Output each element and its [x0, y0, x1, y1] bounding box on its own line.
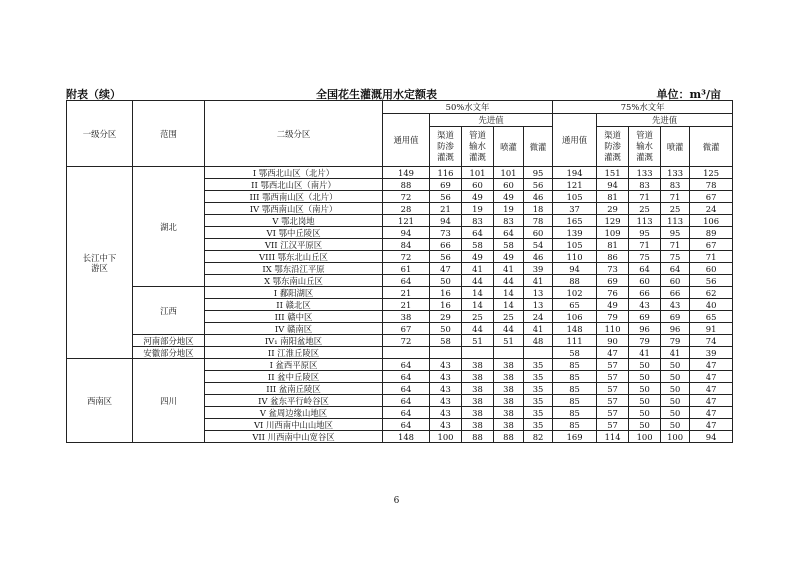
col-p75-pipe — [629, 127, 661, 167]
value-cell: 38 — [494, 395, 524, 407]
value-cell: 35 — [524, 395, 553, 407]
level2-zone-cell: VI 川西南中山山地区 — [205, 419, 383, 431]
value-cell: 41 — [661, 347, 690, 359]
value-cell: 66 — [661, 287, 690, 299]
value-cell: 47 — [597, 347, 629, 359]
value-cell: 50 — [661, 383, 690, 395]
value-cell: 69 — [597, 275, 629, 287]
value-cell: 95 — [629, 227, 661, 239]
value-cell: 67 — [690, 191, 733, 203]
value-cell: 35 — [524, 419, 553, 431]
value-cell: 16 — [430, 299, 462, 311]
col-p75-canal — [597, 127, 629, 167]
value-cell: 194 — [553, 167, 597, 179]
col-p50-advanced: 先进值 — [430, 114, 553, 127]
level2-zone-cell: I 鄂西北山区（北片） — [205, 167, 383, 179]
col-p50: 50%水文年 — [383, 101, 553, 114]
range-cell: 湖北 — [133, 167, 205, 287]
value-cell: 148 — [383, 431, 430, 443]
value-cell: 149 — [383, 167, 430, 179]
level2-zone-cell: IV 鄂西南山区（南片） — [205, 203, 383, 215]
value-cell: 14 — [462, 287, 494, 299]
col-p75-general: 通用值 — [553, 114, 597, 167]
value-cell: 43 — [430, 407, 462, 419]
level2-zone-cell: III 鄂西南山区（北片） — [205, 191, 383, 203]
level2-zone-cell: IX 鄂东沿江平原 — [205, 263, 383, 275]
value-cell: 35 — [524, 359, 553, 371]
value-cell: 51 — [494, 335, 524, 347]
value-cell: 60 — [690, 263, 733, 275]
value-cell: 105 — [553, 191, 597, 203]
value-cell: 38 — [494, 407, 524, 419]
value-cell: 43 — [661, 299, 690, 311]
value-cell: 111 — [553, 335, 597, 347]
value-cell: 50 — [661, 359, 690, 371]
value-cell: 71 — [661, 239, 690, 251]
value-cell: 67 — [690, 239, 733, 251]
value-cell: 60 — [629, 275, 661, 287]
value-cell: 64 — [462, 227, 494, 239]
value-cell: 14 — [494, 299, 524, 311]
value-cell: 83 — [494, 215, 524, 227]
value-cell: 43 — [430, 395, 462, 407]
value-cell: 43 — [430, 371, 462, 383]
range-cell: 四川 — [133, 359, 205, 443]
value-cell: 37 — [553, 203, 597, 215]
unit-label: 单位：m³/亩 — [656, 88, 721, 101]
value-cell: 56 — [430, 191, 462, 203]
value-cell: 43 — [430, 419, 462, 431]
level2-zone-cell: V 盆周边缘山地区 — [205, 407, 383, 419]
value-cell: 43 — [430, 359, 462, 371]
value-cell: 57 — [597, 395, 629, 407]
value-cell: 40 — [690, 299, 733, 311]
col-level1: 一级分区 — [67, 101, 133, 167]
value-cell: 49 — [597, 299, 629, 311]
value-cell: 78 — [690, 179, 733, 191]
value-cell: 76 — [597, 287, 629, 299]
value-cell: 38 — [462, 407, 494, 419]
value-cell: 24 — [690, 203, 733, 215]
value-cell: 148 — [553, 323, 597, 335]
value-cell: 65 — [553, 299, 597, 311]
value-cell: 38 — [462, 419, 494, 431]
table-row — [67, 347, 733, 359]
value-cell: 69 — [661, 311, 690, 323]
value-cell: 38 — [462, 395, 494, 407]
value-cell: 43 — [430, 383, 462, 395]
value-cell: 38 — [462, 359, 494, 371]
level2-zone-cell: III 盆南丘陵区 — [205, 383, 383, 395]
value-cell: 125 — [690, 167, 733, 179]
value-cell: 129 — [597, 215, 629, 227]
page-number: 6 — [393, 496, 400, 506]
value-cell: 41 — [629, 347, 661, 359]
col-p50-pipe-label: 管道 输水 灌溉 — [469, 130, 486, 162]
value-cell: 44 — [494, 323, 524, 335]
value-cell: 91 — [690, 323, 733, 335]
value-cell: 50 — [430, 323, 462, 335]
value-cell: 49 — [462, 191, 494, 203]
value-cell: 46 — [524, 191, 553, 203]
value-cell: 71 — [629, 239, 661, 251]
value-cell: 41 — [524, 323, 553, 335]
value-cell: 96 — [661, 323, 690, 335]
table-row — [67, 359, 733, 371]
value-cell: 25 — [629, 203, 661, 215]
level2-zone-cell: IV₁ 南阳盆地区 — [205, 335, 383, 347]
value-cell: 56 — [524, 179, 553, 191]
value-cell: 71 — [690, 251, 733, 263]
col-range: 范围 — [133, 101, 205, 167]
value-cell: 38 — [494, 383, 524, 395]
value-cell: 19 — [494, 203, 524, 215]
value-cell: 94 — [690, 431, 733, 443]
level2-zone-cell: VII 川西南中山宽谷区 — [205, 431, 383, 443]
value-cell: 89 — [690, 227, 733, 239]
value-cell: 29 — [430, 311, 462, 323]
value-cell: 57 — [597, 407, 629, 419]
value-cell: 95 — [661, 227, 690, 239]
value-cell: 121 — [383, 215, 430, 227]
value-cell: 54 — [524, 239, 553, 251]
value-cell: 133 — [661, 167, 690, 179]
value-cell: 44 — [462, 323, 494, 335]
value-cell: 105 — [553, 239, 597, 251]
value-cell: 41 — [524, 275, 553, 287]
value-cell: 88 — [553, 275, 597, 287]
value-cell: 114 — [597, 431, 629, 443]
col-p75-advanced: 先进值 — [597, 114, 733, 127]
value-cell: 94 — [553, 263, 597, 275]
water-quota-table — [66, 100, 733, 443]
value-cell: 39 — [690, 347, 733, 359]
value-cell: 75 — [661, 251, 690, 263]
value-cell: 85 — [553, 383, 597, 395]
level1-zone-cell: 长江中下 游区 — [67, 167, 133, 359]
table-row — [67, 335, 733, 347]
value-cell: 50 — [629, 419, 661, 431]
value-cell: 110 — [553, 251, 597, 263]
value-cell: 116 — [430, 167, 462, 179]
value-cell: 49 — [494, 251, 524, 263]
value-cell: 38 — [494, 371, 524, 383]
value-cell: 96 — [629, 323, 661, 335]
level2-zone-cell: V 鄂北岗地 — [205, 215, 383, 227]
value-cell: 95 — [524, 167, 553, 179]
value-cell: 13 — [524, 299, 553, 311]
value-cell: 50 — [661, 419, 690, 431]
value-cell: 85 — [553, 407, 597, 419]
value-cell: 50 — [661, 395, 690, 407]
value-cell: 44 — [462, 275, 494, 287]
value-cell: 41 — [494, 263, 524, 275]
value-cell: 21 — [383, 299, 430, 311]
value-cell: 47 — [690, 395, 733, 407]
value-cell: 88 — [462, 431, 494, 443]
value-cell: 75 — [629, 251, 661, 263]
value-cell — [524, 347, 553, 359]
value-cell: 49 — [494, 191, 524, 203]
value-cell: 61 — [383, 263, 430, 275]
value-cell: 62 — [690, 287, 733, 299]
value-cell: 64 — [383, 359, 430, 371]
value-cell: 72 — [383, 335, 430, 347]
value-cell: 50 — [430, 275, 462, 287]
value-cell: 14 — [462, 299, 494, 311]
value-cell: 139 — [553, 227, 597, 239]
value-cell: 64 — [383, 371, 430, 383]
value-cell: 60 — [524, 227, 553, 239]
value-cell: 29 — [597, 203, 629, 215]
col-p75-spray: 喷灌 — [661, 127, 690, 167]
table-header-line — [66, 86, 721, 100]
value-cell: 50 — [629, 371, 661, 383]
value-cell: 66 — [629, 287, 661, 299]
value-cell: 106 — [553, 311, 597, 323]
value-cell: 102 — [553, 287, 597, 299]
value-cell: 35 — [524, 407, 553, 419]
value-cell: 38 — [494, 359, 524, 371]
value-cell: 101 — [494, 167, 524, 179]
value-cell: 57 — [597, 419, 629, 431]
value-cell: 50 — [661, 407, 690, 419]
value-cell: 39 — [524, 263, 553, 275]
value-cell: 35 — [524, 383, 553, 395]
level2-zone-cell: X 鄂东南山丘区 — [205, 275, 383, 287]
value-cell: 133 — [629, 167, 661, 179]
value-cell: 100 — [430, 431, 462, 443]
value-cell: 57 — [597, 383, 629, 395]
value-cell: 18 — [524, 203, 553, 215]
value-cell: 50 — [629, 383, 661, 395]
level2-zone-cell: III 赣中区 — [205, 311, 383, 323]
level2-zone-cell: I 鄱阳湖区 — [205, 287, 383, 299]
level2-zone-cell: II 赣北区 — [205, 299, 383, 311]
table-row — [67, 167, 733, 179]
value-cell: 71 — [629, 191, 661, 203]
value-cell: 110 — [597, 323, 629, 335]
value-cell: 101 — [462, 167, 494, 179]
value-cell: 90 — [597, 335, 629, 347]
value-cell: 165 — [553, 215, 597, 227]
value-cell: 64 — [383, 383, 430, 395]
value-cell — [430, 347, 462, 359]
range-cell: 安徽部分地区 — [133, 347, 205, 359]
value-cell — [494, 347, 524, 359]
value-cell: 64 — [383, 395, 430, 407]
value-cell: 57 — [597, 371, 629, 383]
value-cell: 47 — [690, 407, 733, 419]
value-cell: 100 — [661, 431, 690, 443]
value-cell: 13 — [524, 287, 553, 299]
value-cell: 38 — [494, 419, 524, 431]
value-cell: 84 — [383, 239, 430, 251]
col-p75: 75%水文年 — [553, 101, 733, 114]
value-cell: 67 — [383, 323, 430, 335]
level2-zone-cell: II 盆中丘陵区 — [205, 371, 383, 383]
value-cell: 88 — [494, 431, 524, 443]
value-cell: 50 — [629, 407, 661, 419]
value-cell: 60 — [494, 179, 524, 191]
value-cell: 25 — [462, 311, 494, 323]
col-level2: 二级分区 — [205, 101, 383, 167]
value-cell: 48 — [524, 335, 553, 347]
value-cell — [383, 347, 430, 359]
value-cell: 94 — [383, 227, 430, 239]
value-cell: 100 — [629, 431, 661, 443]
value-cell: 74 — [690, 335, 733, 347]
value-cell: 85 — [553, 359, 597, 371]
level2-zone-cell: II 鄂西北山区（南片） — [205, 179, 383, 191]
appendix-label: 附表（续） — [66, 88, 121, 101]
value-cell: 69 — [629, 311, 661, 323]
value-cell: 58 — [553, 347, 597, 359]
value-cell: 56 — [430, 251, 462, 263]
value-cell: 83 — [661, 179, 690, 191]
value-cell: 51 — [462, 335, 494, 347]
value-cell: 19 — [462, 203, 494, 215]
value-cell: 21 — [430, 203, 462, 215]
value-cell — [462, 347, 494, 359]
col-p75-micro: 微灌 — [690, 127, 733, 167]
value-cell: 47 — [690, 383, 733, 395]
value-cell: 64 — [629, 263, 661, 275]
col-p50-pipe — [462, 127, 494, 167]
value-cell: 69 — [430, 179, 462, 191]
value-cell: 47 — [690, 359, 733, 371]
col-p75-pipe-label: 管道 输水 灌溉 — [636, 130, 653, 162]
value-cell: 73 — [430, 227, 462, 239]
value-cell: 60 — [661, 275, 690, 287]
value-cell: 79 — [629, 335, 661, 347]
value-cell: 72 — [383, 191, 430, 203]
value-cell: 65 — [690, 311, 733, 323]
value-cell: 83 — [629, 179, 661, 191]
value-cell: 35 — [524, 371, 553, 383]
value-cell: 113 — [661, 215, 690, 227]
col-p75-canal-label: 渠道 防渗 灌溉 — [604, 130, 621, 162]
value-cell: 83 — [462, 215, 494, 227]
level2-zone-cell: I 盆西平原区 — [205, 359, 383, 371]
value-cell: 38 — [462, 371, 494, 383]
value-cell: 38 — [462, 383, 494, 395]
value-cell: 86 — [597, 251, 629, 263]
value-cell: 25 — [494, 311, 524, 323]
value-cell: 121 — [553, 179, 597, 191]
col-p50-micro: 微灌 — [524, 127, 553, 167]
value-cell: 14 — [494, 287, 524, 299]
level2-zone-cell: IV 盆东平行岭谷区 — [205, 395, 383, 407]
value-cell: 64 — [383, 419, 430, 431]
value-cell: 41 — [462, 263, 494, 275]
value-cell: 85 — [553, 395, 597, 407]
value-cell: 72 — [383, 251, 430, 263]
value-cell: 38 — [383, 311, 430, 323]
value-cell: 50 — [629, 395, 661, 407]
value-cell: 94 — [430, 215, 462, 227]
value-cell: 57 — [597, 359, 629, 371]
value-cell: 106 — [690, 215, 733, 227]
value-cell: 44 — [494, 275, 524, 287]
value-cell: 64 — [383, 407, 430, 419]
value-cell: 58 — [430, 335, 462, 347]
value-cell: 58 — [494, 239, 524, 251]
value-cell: 109 — [597, 227, 629, 239]
col-p50-canal-label: 渠道 防渗 灌溉 — [437, 130, 454, 162]
value-cell: 94 — [597, 179, 629, 191]
col-p50-general: 通用值 — [383, 114, 430, 167]
range-cell: 江西 — [133, 287, 205, 335]
level2-zone-cell: VI 鄂中丘陵区 — [205, 227, 383, 239]
value-cell: 85 — [553, 419, 597, 431]
value-cell: 82 — [524, 431, 553, 443]
value-cell: 113 — [629, 215, 661, 227]
value-cell: 71 — [661, 191, 690, 203]
value-cell: 79 — [597, 311, 629, 323]
value-cell: 50 — [661, 371, 690, 383]
value-cell: 56 — [690, 275, 733, 287]
value-cell: 151 — [597, 167, 629, 179]
value-cell: 21 — [383, 287, 430, 299]
level1-zone-cell: 西南区 — [67, 359, 133, 443]
col-p50-spray: 喷灌 — [494, 127, 524, 167]
value-cell: 49 — [462, 251, 494, 263]
value-cell: 47 — [690, 419, 733, 431]
value-cell: 24 — [524, 311, 553, 323]
value-cell: 81 — [597, 239, 629, 251]
value-cell: 79 — [661, 335, 690, 347]
value-cell: 73 — [597, 263, 629, 275]
value-cell: 81 — [597, 191, 629, 203]
value-cell: 46 — [524, 251, 553, 263]
value-cell: 58 — [462, 239, 494, 251]
value-cell: 64 — [383, 275, 430, 287]
col-p50-canal — [430, 127, 462, 167]
range-cell: 河南部分地区 — [133, 335, 205, 347]
value-cell: 28 — [383, 203, 430, 215]
value-cell: 43 — [629, 299, 661, 311]
value-cell: 85 — [553, 371, 597, 383]
value-cell: 88 — [383, 179, 430, 191]
value-cell: 78 — [524, 215, 553, 227]
value-cell: 50 — [629, 359, 661, 371]
value-cell: 64 — [494, 227, 524, 239]
value-cell: 25 — [661, 203, 690, 215]
level2-zone-cell: VII 江汉平原区 — [205, 239, 383, 251]
table-row — [67, 287, 733, 299]
value-cell: 66 — [430, 239, 462, 251]
value-cell: 47 — [430, 263, 462, 275]
level2-zone-cell: IV 赣南区 — [205, 323, 383, 335]
value-cell: 169 — [553, 431, 597, 443]
value-cell: 64 — [661, 263, 690, 275]
table-body — [67, 167, 733, 443]
level2-zone-cell: VIII 鄂东北山丘区 — [205, 251, 383, 263]
value-cell: 16 — [430, 287, 462, 299]
value-cell: 47 — [690, 371, 733, 383]
level2-zone-cell: II 江淮丘陵区 — [205, 347, 383, 359]
value-cell: 60 — [462, 179, 494, 191]
table-title: 全国花生灌溉用水定额表 — [316, 88, 437, 101]
